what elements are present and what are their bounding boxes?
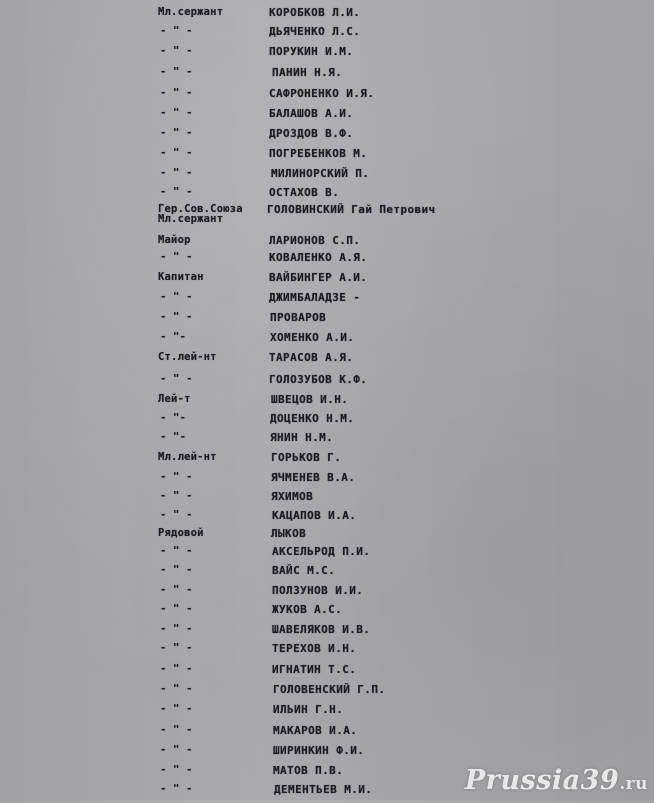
person-name: САФРОНЕНКО И.Я.: [269, 87, 375, 100]
rank-label: - " -: [160, 186, 193, 198]
rank-label: - " -: [160, 564, 193, 576]
roster-row: [0, 624, 654, 643]
roster-row: [0, 452, 654, 471]
person-name: ДЖИМБАЛАДЗЕ -: [269, 291, 361, 304]
rank-label: Лей-т: [158, 393, 191, 405]
rank-label: - " -: [160, 783, 193, 795]
person-name: ГОРЬКОВ Г.: [271, 451, 342, 464]
person-name: ДЕМЕНТЬЕВ М.И.: [274, 783, 373, 796]
person-name: ЛАРИОНОВ С.П.: [269, 234, 361, 247]
rank-label: - " -: [160, 663, 193, 675]
person-name: ГОЛОВИНСКИЙ Гай Петрович: [267, 203, 436, 216]
roster-row: [0, 604, 654, 623]
person-name: ВАЙС М.С.: [272, 564, 336, 577]
roster-row: [0, 67, 654, 86]
roster-row: [0, 585, 654, 604]
person-name: ЛЫКОВ: [271, 527, 307, 540]
roster-row: [0, 168, 654, 187]
roster-row: [0, 332, 654, 351]
roster-row: [0, 108, 654, 127]
rank-label: - " -: [160, 703, 193, 715]
rank-label: Майор: [158, 234, 191, 246]
person-name: ШАВЕЛЯКОВ И.В.: [272, 623, 371, 636]
person-name: ПРОВАРОВ: [270, 311, 327, 324]
rank-label: - "-: [160, 431, 187, 443]
person-name: ТАРАСОВ А.Я.: [269, 351, 354, 364]
person-name: КОРОБКОВ Л.И.: [269, 6, 361, 19]
rank-label: Капитан: [158, 271, 204, 283]
person-name: МАТОВ П.В.: [273, 764, 344, 777]
person-name: ГОЛОВЕНСКИЙ Г.П.: [273, 683, 386, 696]
rank-label: - " -: [160, 45, 193, 57]
roster-row: [0, 725, 654, 744]
person-name: МАКАРОВ И.А.: [273, 724, 358, 737]
watermark-main: Prussia39: [464, 765, 620, 796]
roster-row: [0, 46, 654, 65]
roster-row: [0, 272, 654, 291]
rank-label: - " -: [160, 623, 193, 635]
roster-row: [0, 643, 654, 662]
rank-label: Гер.Сов.Союза: [158, 203, 243, 215]
person-name: ДОЦЕНКО Н.М.: [270, 412, 355, 425]
roster-row: [0, 510, 654, 529]
rank-label: - "-: [160, 331, 187, 343]
rank-label: - " -: [160, 490, 193, 502]
rank-label: - " -: [160, 764, 193, 776]
roster-row: [0, 292, 654, 311]
person-name: ДРОЗДОВ В.Ф.: [269, 127, 354, 140]
rank-label: - " -: [160, 291, 193, 303]
person-name: ЯНИН Н.М.: [270, 431, 334, 444]
person-name: ПОРУКИН И.М.: [269, 45, 354, 58]
roster-row: [0, 491, 654, 510]
person-name: ХОМЕНКО А.И.: [270, 331, 355, 344]
person-name: ИГНАТИН Т.С.: [272, 663, 357, 676]
rank-label: - " -: [160, 471, 193, 483]
roster-row: [0, 745, 654, 764]
roster-row: [0, 413, 654, 432]
roster-row: [0, 88, 654, 107]
roster-row: [0, 252, 654, 271]
roster-row: [0, 204, 654, 223]
rank-label: Мл.сержант: [158, 6, 224, 18]
person-name: ПОГРЕБЕНКОВ М.: [269, 147, 368, 160]
person-name: ЯЧМЕНЕВ В.А.: [271, 471, 356, 484]
rank-label: - " -: [160, 744, 193, 756]
rank-label: - " -: [160, 25, 193, 37]
roster-row: [0, 26, 654, 45]
person-name: ЯХИМОВ: [271, 490, 314, 503]
rank-label: - " -: [160, 66, 193, 78]
person-name: ВАЙБИНГЕР А.И.: [269, 271, 368, 284]
rank-label: - " -: [160, 373, 193, 385]
roster-row: [0, 664, 654, 683]
rank-label: Рядовой: [158, 527, 204, 539]
person-name: ЖУКОВ А.С.: [272, 603, 343, 616]
rank-label: - " -: [160, 311, 193, 323]
rank-label: - " -: [160, 251, 193, 263]
person-name: ОСТАХОВ В.: [269, 186, 340, 199]
person-name: ШВЕЦОВ И.Н.: [271, 393, 349, 406]
person-name: МИЛИНОРСКИЙ П.: [271, 167, 370, 180]
person-name: АКСЕЛЬРОД П.И.: [272, 545, 371, 558]
rank-label: - " -: [160, 642, 193, 654]
rank-label: Ст.лей-нт: [158, 351, 217, 363]
person-name: ТЕРЕХОВ И.Н.: [272, 642, 357, 655]
rank-label: - " -: [160, 545, 193, 557]
person-name: ПАНИН Н.Я.: [272, 66, 343, 79]
person-name: ГОЛОЗУБОВ К.Ф.: [269, 373, 368, 386]
roster-row: [0, 432, 654, 451]
rank-label: Мл.лей-нт: [158, 451, 217, 463]
person-name: ПОЛЗУНОВ И.И.: [272, 584, 364, 597]
rank-label: - " -: [160, 683, 193, 695]
roster-row: [0, 128, 654, 147]
roster-row: [0, 472, 654, 491]
watermark-suffix: .ru: [619, 774, 648, 794]
person-name: ИЛЬИН Г.Н.: [273, 703, 344, 716]
roster-row: [0, 684, 654, 703]
roster-row: [0, 546, 654, 565]
rank-label: - " -: [160, 127, 193, 139]
roster-row: [0, 704, 654, 723]
person-name: КАЦАПОВ И.А.: [272, 509, 357, 522]
person-name: БАЛАШОВ А.И.: [269, 107, 354, 120]
rank-label: - " -: [160, 147, 193, 159]
roster-row: [0, 394, 654, 413]
rank-label: - " -: [160, 107, 193, 119]
person-name: ШИРИНКИН Ф.И.: [273, 744, 365, 757]
rank-label: - " -: [160, 603, 193, 615]
site-watermark: [465, 765, 648, 796]
roster-row: [0, 352, 654, 371]
person-name: КОВАЛЕНКО А.Я.: [269, 251, 368, 264]
roster-row: [0, 565, 654, 584]
person-name: ДЬЯЧЕНКО Л.С.: [269, 25, 361, 38]
rank-label: - "-: [160, 412, 187, 424]
rank-label: - " -: [160, 584, 193, 596]
roster-row: [0, 374, 654, 393]
rank-label-secondary: Мл.сержант: [158, 213, 224, 225]
rank-label: - " -: [160, 509, 193, 521]
rank-label: - " -: [160, 87, 193, 99]
rank-label: - " -: [160, 724, 193, 736]
roster-row: [0, 312, 654, 331]
roster-row: [0, 7, 654, 26]
roster-row: [0, 148, 654, 167]
rank-label: - " -: [160, 167, 193, 179]
